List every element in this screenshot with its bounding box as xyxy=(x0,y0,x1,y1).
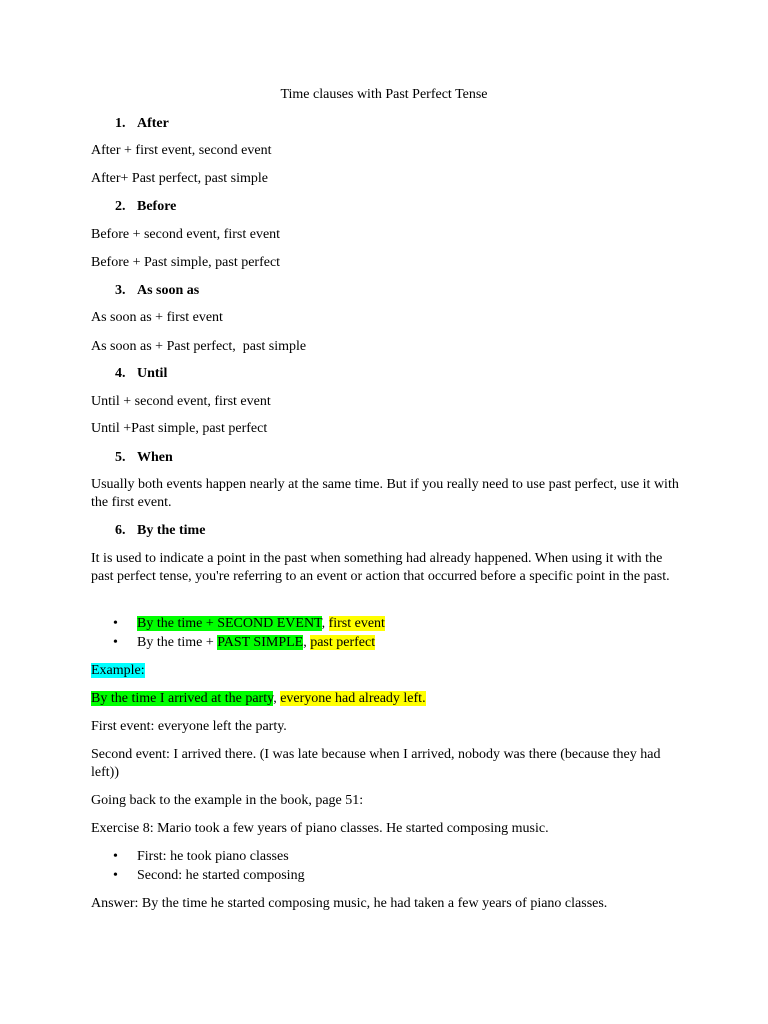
bullet-icon: • xyxy=(113,635,118,650)
exercise-line: Exercise 8: Mario took a few years of piano classes. He started composing music. xyxy=(91,821,549,836)
after-rule-tenses: After+ Past perfect, past simple xyxy=(91,171,269,186)
highlight-green: By the time I arrived at the party xyxy=(91,691,274,706)
going-back-line: Going back to the example in the book, page 51: xyxy=(91,793,364,808)
highlight-green: PAST SIMPLE xyxy=(217,635,304,650)
highlight-yellow: first event xyxy=(328,616,385,631)
second-event-paragraph: Second event: I arrived there. (I was late because when I arrived, nobody was there (because they had left)) xyxy=(91,747,661,780)
example-sentence: By the time I arrived at the party, everyone had already left. xyxy=(91,691,426,706)
bullet-icon: • xyxy=(113,849,118,864)
list-item: • First: he took piano classes xyxy=(113,849,289,864)
after-rule-events: After + first event, second event xyxy=(91,143,272,158)
section-heading-by-the-time: 6. By the time xyxy=(115,523,206,538)
answer-line: Answer: By the time he started composing music, he had taken a few years of piano classes. xyxy=(91,896,608,911)
highlight-yellow: everyone had already left. xyxy=(280,691,426,706)
section-heading-until: 4. Until xyxy=(115,366,168,381)
section-heading-as-soon-as: 3. As soon as xyxy=(115,283,200,298)
page-title: Time clauses with Past Perfect Tense xyxy=(280,87,488,102)
list-item: • By the time + PAST SIMPLE, past perfect xyxy=(113,635,376,650)
section-heading-before: 2. Before xyxy=(115,199,177,214)
until-rule-events: Until + second event, first event xyxy=(91,394,271,409)
as-soon-as-rule-tenses: As soon as + Past perfect, past simple xyxy=(91,339,307,354)
until-rule-tenses: Until +Past simple, past perfect xyxy=(91,421,268,436)
bullet-icon: • xyxy=(113,616,118,631)
by-the-time-paragraph: It is used to indicate a point in the past when something had already happened. When using it with the past perfect tense, you're referring to an event or action that occurred before a specific point in the past. xyxy=(91,551,670,584)
list-item: • By the time + SECOND EVENT, first event xyxy=(113,616,385,631)
section-heading-when: 5. When xyxy=(115,450,173,465)
bullet-icon: • xyxy=(113,868,118,883)
list-item: • Second: he started composing xyxy=(113,868,305,883)
first-event-line: First event: everyone left the party. xyxy=(91,719,287,734)
section-heading-after: 1. After xyxy=(115,116,169,131)
example-label: Example: xyxy=(91,663,145,678)
before-rule-events: Before + second event, first event xyxy=(91,227,281,242)
when-paragraph: Usually both events happen nearly at the same time. But if you really need to use past perfect, use it with the first event. xyxy=(91,477,679,510)
highlight-green: By the time + SECOND EVENT xyxy=(137,616,322,631)
highlight-yellow: past perfect xyxy=(310,635,376,650)
before-rule-tenses: Before + Past simple, past perfect xyxy=(91,255,281,270)
as-soon-as-rule-events: As soon as + first event xyxy=(91,310,223,325)
